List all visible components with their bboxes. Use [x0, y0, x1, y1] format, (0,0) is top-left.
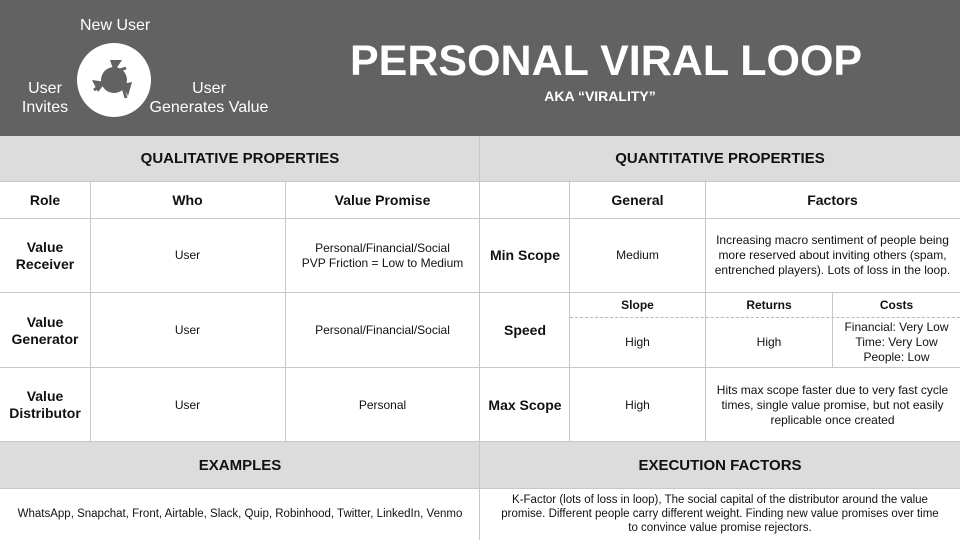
role-value-receiver: Value Receiver	[15, 238, 75, 272]
value-promise-receiver: Personal/Financial/Social PVP Friction = Low to Medium	[301, 240, 464, 270]
page-title: PERSONAL VIRAL LOOP	[350, 37, 863, 85]
page-subtitle: AKA “VIRALITY”	[544, 88, 656, 104]
row-label-speed: Speed	[503, 322, 546, 338]
execution-factors-text: K-Factor (lots of loss in loop), The social capital of the distributor around the value promise. Different people carry different weight. Finding new value promises over time to convince value promise rejectors.	[501, 494, 939, 534]
min-scope-general: Medium	[616, 248, 659, 262]
loop-label-user-invites: User Invites	[21, 80, 69, 116]
who-receiver: User	[174, 248, 201, 262]
column-header-factors: Factors	[807, 191, 858, 208]
speed-costs-value: Financial: Very Low Time: Very Low People: Low	[844, 320, 949, 364]
cycle-arrows-icon	[76, 42, 152, 118]
row-label-min-scope: Min Scope	[489, 247, 560, 263]
who-distributor: User	[174, 397, 201, 412]
speed-returns-value: High	[756, 335, 782, 349]
grid-line	[705, 181, 706, 442]
column-header-value-promise: Value Promise	[334, 191, 431, 208]
column-header-role: Role	[29, 191, 61, 208]
grid-line	[0, 441, 960, 442]
grid-line	[0, 181, 960, 182]
speed-subheader-divider	[570, 317, 960, 318]
grid-line	[832, 293, 833, 368]
row-label-max-scope: Max Scope	[488, 396, 562, 413]
quantitative-section-title: QUANTITATIVE PROPERTIES	[480, 136, 960, 181]
grid-line	[569, 181, 570, 442]
speed-subheader-slope: Slope	[621, 298, 654, 312]
header-banner	[0, 0, 960, 136]
min-scope-factors: Increasing macro sentiment of people being more reserved about inviting others (spam, entrenched players). Lots of loss in the loop.	[714, 233, 951, 277]
grid-line	[0, 292, 960, 293]
grid-line	[90, 181, 91, 442]
column-header-blank	[480, 181, 570, 218]
column-header-general: General	[611, 191, 664, 208]
qualitative-section-title: QUALITATIVE PROPERTIES	[0, 136, 480, 181]
grid-line	[0, 367, 960, 368]
loop-label-new-user: New User	[80, 17, 151, 34]
grid-line	[285, 181, 286, 442]
speed-subheader-returns: Returns	[746, 298, 792, 312]
who-generator: User	[174, 323, 201, 337]
max-scope-factors: Hits max scope faster due to very fast cycle times, single value promise, but not easily replicable once created	[716, 382, 949, 427]
role-value-generator: Value Generator	[11, 313, 79, 347]
examples-section-title: EXAMPLES	[0, 442, 480, 488]
grid-line	[0, 488, 960, 489]
role-value-distributor: Value Distributor	[9, 388, 81, 421]
speed-subheader-costs: Costs	[879, 298, 914, 312]
grid-line	[0, 218, 960, 219]
column-header-who: Who	[172, 191, 203, 208]
center-divider	[479, 136, 480, 540]
execution-factors-section-title: EXECUTION FACTORS	[480, 442, 960, 488]
value-promise-generator: Personal/Financial/Social	[315, 323, 450, 337]
loop-label-user-generates-value: User Generates Value	[149, 80, 269, 116]
speed-slope-value: High	[625, 335, 650, 349]
value-promise-distributor: Personal	[358, 397, 407, 412]
max-scope-general: High	[625, 397, 650, 412]
examples-text: WhatsApp, Snapchat, Front, Airtable, Slack, Quip, Robinhood, Twitter, LinkedIn, Venmo	[17, 507, 463, 520]
